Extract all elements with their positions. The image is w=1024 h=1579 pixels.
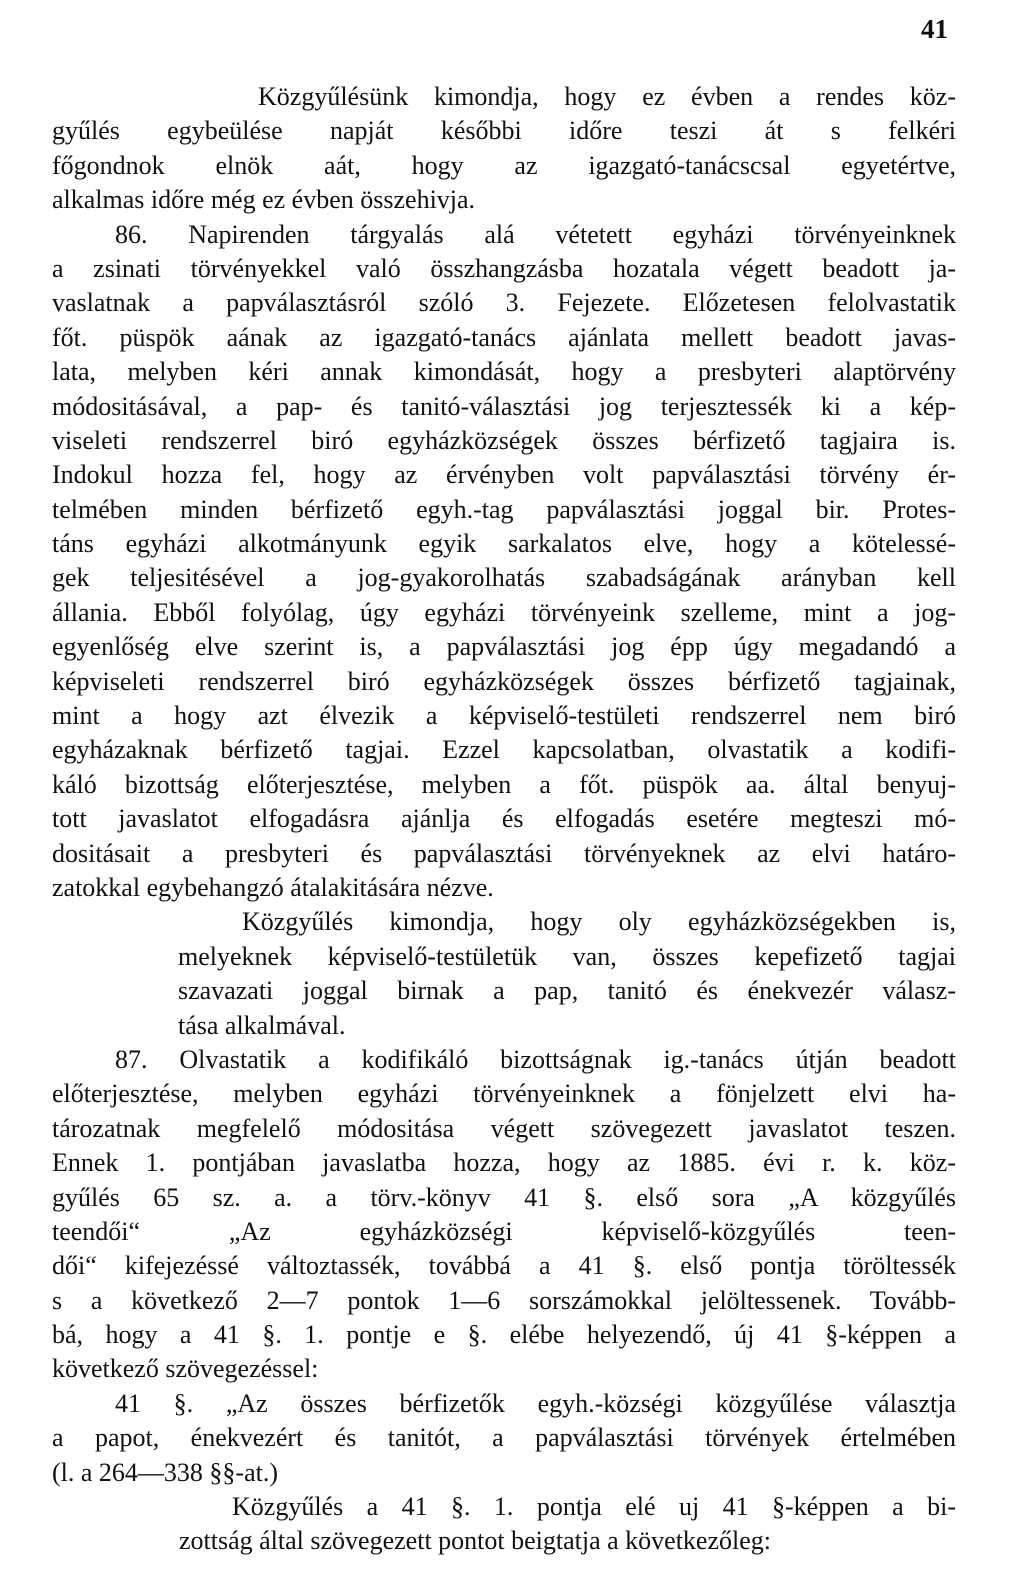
text-line: Közgyűlés kimondja, hogy oly egyházközségekben is, <box>242 907 956 937</box>
page-body <box>52 80 956 1559</box>
text-line: szavazati joggal birnak a pap, tanitó és énekvezér válasz- <box>178 976 956 1006</box>
text-line: egyházaknak bérfizető tagjai. Ezzel kapcsolatban, olvastatik a kodifi- <box>52 735 956 765</box>
text-line: zatokkal egybehangzó átalakitására nézve. <box>52 872 494 902</box>
text-line: Közgyűlés a 41 §. 1. pontja elé uj 41 §-képpen a bi- <box>232 1492 956 1522</box>
resolution-block <box>52 905 956 1043</box>
text-line: főgondnok elnök aát, hogy az igazgató-tanácscsal egyetértve, <box>52 150 956 180</box>
text-line: gyűlés egybeülése napját későbbi időre teszi át s felkéri <box>52 116 956 146</box>
text-line: viseleti rendszerrel biró egyházközségek összes bérfizető tagjaira is. <box>52 425 956 455</box>
text-line: bá, hogy a 41 §. 1. pontje e §. elébe helyezendő, új 41 §-képpen a <box>52 1320 956 1350</box>
text-line: s a következő 2—7 pontok 1—6 sorszámokkal jelöltessenek. Tovább- <box>52 1285 956 1315</box>
text-line: dői“ kifejezéssé változtassék, továbbá a 41 §. első pontja töröltessék <box>52 1251 956 1281</box>
text-line: teendői“ „Az egyházközségi képviselő-közgyűlés teen- <box>52 1216 956 1246</box>
text-line: a papot, énekvezért és tanitót, a papválasztási törvények értelmében <box>52 1423 956 1453</box>
text-line: 41 §. „Az összes bérfizetők egyh.-községi közgyűlése választja <box>115 1388 956 1418</box>
text-line: gek teljesitésével a jog-gyakorolhatás szabadságának arányban kell <box>52 563 956 593</box>
text-line: Indokul hozza fel, hogy az érvényben volt papválasztási törvény ér- <box>52 460 956 490</box>
text-line: tott javaslatot elfogadásra ajánlja és elfogadás esetére megteszi mó- <box>52 804 956 834</box>
text-line: táns egyházi alkotmányunk egyik sarkalatos elve, hogy a kötelessé- <box>52 529 956 559</box>
text-line: lata, melyben kéri annak kimondását, hogy a presbyteri alaptörvény <box>52 357 956 387</box>
text-line: a zsinati törvényekkel való összhangzásba hozatala végett beadott ja- <box>52 253 956 283</box>
text-line: dositásait a presbyteri és papválasztási törvényeknek az elvi határo- <box>52 838 956 868</box>
text-line: melyeknek képviselő-testületük van, összes kepefizető tagjai <box>178 941 956 971</box>
text-line: (l. a 264—338 §§-at.) <box>52 1457 279 1487</box>
text-line: következő szövegezéssel: <box>52 1354 319 1384</box>
text-line: tása alkalmával. <box>178 1010 346 1040</box>
text-line: zottság által szövegezett pontot beigtatja a következőleg: <box>179 1526 771 1556</box>
text-line: főt. püspök aának az igazgató-tanács ajánlata mellett beadott javas- <box>52 322 956 352</box>
text-line: Ennek 1. pontjában javaslatba hozza, hogy az 1885. évi r. k. köz- <box>52 1148 956 1178</box>
text-line: káló bizottság előterjesztése, melyben a főt. püspök aa. által benyuj- <box>52 769 956 799</box>
text-line: 87. Olvastatik a kodifikáló bizottságnak ig.-tanács útján beadott <box>115 1044 956 1074</box>
text-line: telmében minden bérfizető egyh.-tag papválasztási joggal bir. Protes- <box>52 494 956 524</box>
text-line: előterjesztése, melyben egyházi törvényeinknek a fönjelzett elvi ha- <box>52 1079 956 1109</box>
text-line: módositásával, a pap- és tanitó-választási jog terjesztessék ki a kép- <box>52 391 956 421</box>
page-number: 41 <box>921 14 948 44</box>
text-line: Közgyűlésünk kimondja, hogy ez évben a rendes köz- <box>258 82 956 111</box>
text-line: 86. Napirenden tárgyalás alá vétetett egyházi törvényeinknek <box>115 219 956 249</box>
text-line: alkalmas időre még ez évben összehivja. <box>52 185 476 215</box>
text-line: egyenlőség elve szerint is, a papválasztási jog épp úgy megadandó a <box>52 632 956 662</box>
text-line: vaslatnak a papválasztásról szóló 3. Fejezete. Előzetesen felolvastatik <box>52 288 956 318</box>
text-line: mint a hogy azt élvezik a képviselő-testületi rendszerrel nem biró <box>52 701 956 731</box>
text-line: gyűlés 65 sz. a. a törv.-könyv 41 §. első sora „A közgyűlés <box>52 1182 956 1212</box>
text-line: képviseleti rendszerrel biró egyházközségek összes bérfizető tagjainak, <box>52 666 956 696</box>
text-line: állania. Ebből folyólag, úgy egyházi törvényeink szelleme, mint a jog- <box>52 597 956 627</box>
text-line: tározatnak megfelelő módositása végett szövegezett javaslatot teszen. <box>52 1113 956 1143</box>
